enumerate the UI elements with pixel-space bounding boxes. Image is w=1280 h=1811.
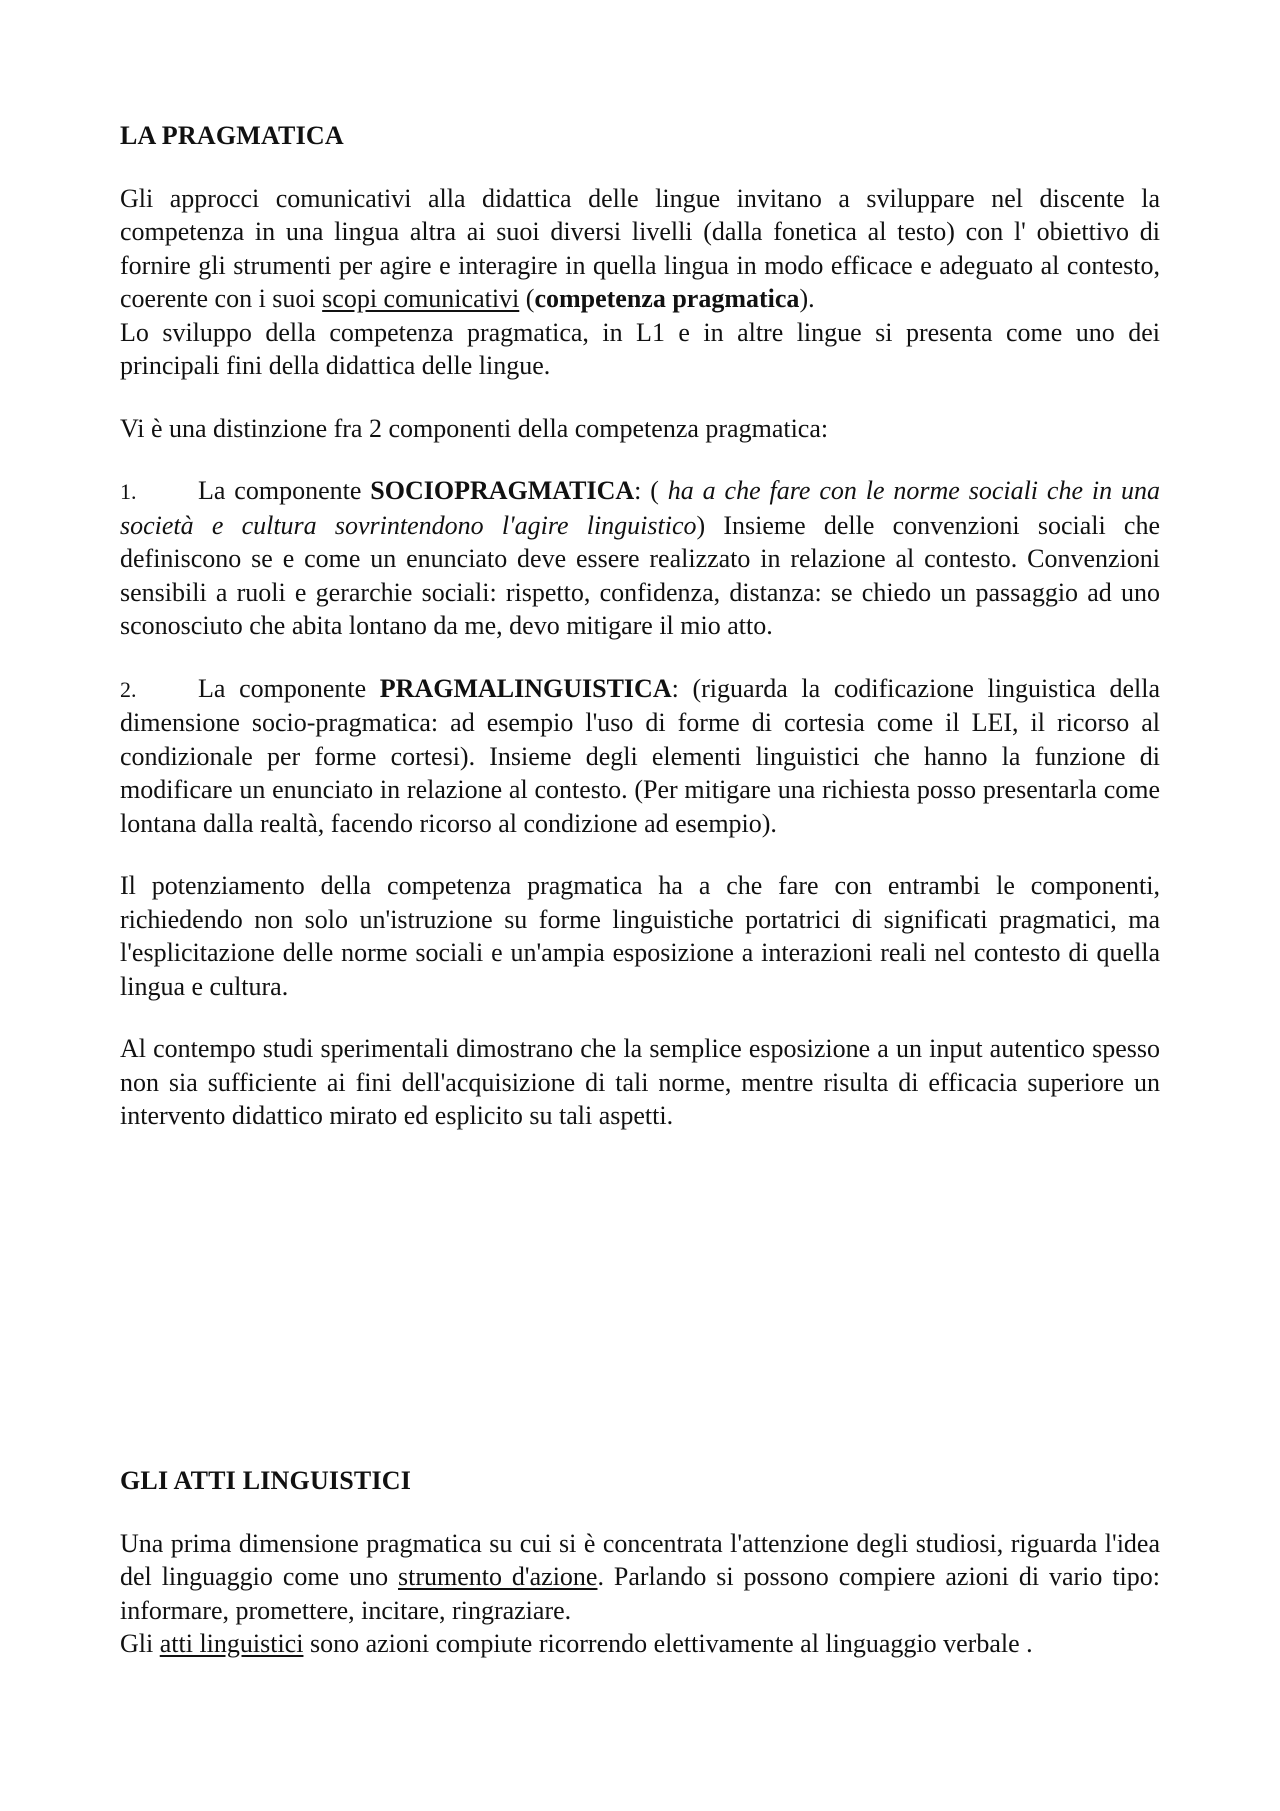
underlined-term: scopi comunicativi [322, 284, 520, 313]
paragraph-studi: Al contempo studi sperimentali dimostrano che la semplice esposizione a un input autentico spesso non sia sufficiente ai fini dell'acquisizione di tali norme, mentre risulta di efficacia superiore un intervento didattico mirato ed esplicito su tali aspetti. [120, 1034, 1160, 1130]
paragraph-potenziamento: Il potenziamento della competenza pragmatica ha a che fare con entrambi le componenti, richiedendo non solo un'istruzione su forme linguistiche portatrici di significati pragmatici, ma l'esplicitazione delle norme sociali e un'ampia esposizione a interazioni reali nel contesto di quella lingua e cultura. [120, 871, 1160, 1001]
list-item-pragmalinguistica: 2. La componente PRAGMALINGUISTICA: (riguarda la codificazione linguistica della dimensione socio-pragmatica: ad esempio l'uso di forme di cortesia come il LEI, il ricorso al condizionale per forme cortesi). Insieme degli elementi linguistici che hanno la funzione di modificare un enunciato in relazione al contesto. (Per mitigare una richiesta posso presentarla come lontana dalla realtà, facendo ricorso al condizione ad esempio). [120, 673, 1160, 838]
paragraph-intro: Gli approcci comunicativi alla didattica delle lingue invitano a sviluppare nel discente la competenza in una lingua altra ai suoi diversi livelli (dalla fonetica al testo) con l' obiettivo di fornire gli strumenti per agire e interagire in quella lingua in modo efficace e adeguato al contesto, coerente con i suoi scopi comunicativi (competenza pragmatica). [120, 183, 1160, 313]
paragraph-development: Lo sviluppo della competenza pragmatica, in L1 e in altre lingue si presenta come uno dei principali fini della didattica delle lingue. [120, 317, 1160, 380]
list-item-sociopragmatica: 1. La componente SOCIOPRAGMATICA: ( ha a che fare con le norme sociali che in una società e cultura sovrintendono l'agire linguistico) Insieme delle convenzioni sociali che definiscono se e come un enunciato deve essere realizzato in relazione al contesto. Convenzioni sensibili a ruoli e gerarchie sociali: rispetto, confidenza, distanza: se chiedo un passaggio ad uno sconosciuto che abita lontano da me, devo mitigare il mio atto. [120, 476, 1160, 640]
paragraph-distinction: Vi è una distinzione fra 2 componenti della competenza pragmatica: [120, 413, 829, 443]
list-number: 2. [120, 676, 137, 702]
section-pragmatica [120, 119, 1160, 1133]
bold-term: SOCIOPRAGMATICA [370, 476, 635, 505]
section-atti-linguistici [120, 1464, 1160, 1661]
paragraph-dimensione: Una prima dimensione pragmatica su cui si è concentrata l'attenzione degli studiosi, riguarda l'idea del linguaggio come uno strumento d'azione. Parlando si possono compiere azioni di vario tipo: informare, promettere, incitare, ringraziare. [120, 1528, 1160, 1625]
section-title: GLI ATTI LINGUISTICI [120, 1466, 412, 1495]
paragraph-definizione: Gli atti linguistici sono azioni compiute ricorrendo elettivamente al linguaggio verbale . [120, 1629, 1033, 1658]
section-title: LA PRAGMATICA [120, 121, 344, 150]
underlined-term: atti linguistici [159, 1629, 304, 1658]
bold-term: competenza pragmatica [534, 284, 800, 313]
list-number: 1. [120, 479, 137, 504]
underlined-term: strumento d'azione [398, 1562, 598, 1591]
bold-term: PRAGMALINGUISTICA [379, 673, 672, 703]
italic-note: ha a che fare con le norme sociali che in una società e cultura sovrintendono l'agire linguistico [120, 476, 1160, 540]
